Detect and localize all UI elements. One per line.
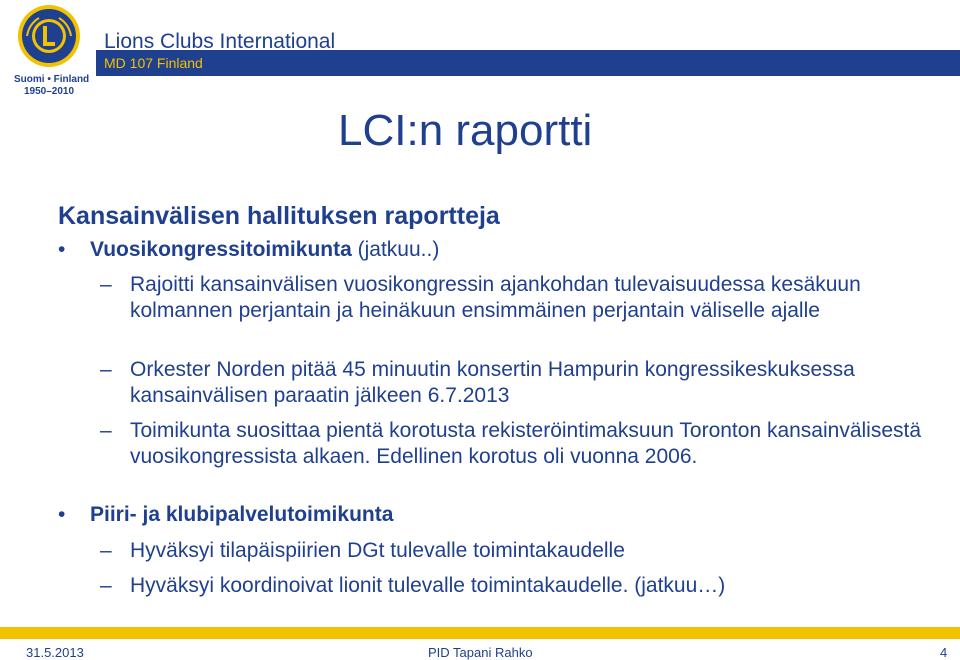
sub-item-text: Hyväksyi tilapäispiirien DGt tulevalle toimintakaudelle: [130, 539, 625, 562]
logo-country: Suomi • Finland: [14, 74, 90, 85]
bullet-dot-icon: •: [58, 503, 66, 526]
dash-icon: –: [100, 539, 112, 562]
section-heading: Kansainvälisen hallituksen raportteja: [58, 202, 500, 230]
sub-item-text: Rajoitti kansainvälisen vuosikongressin ajankohdan tulevaisuudessa kesäkuun kolmannen perjantain ja heinäkuun ensimmäinen perjantain väliselle ajalle: [130, 273, 861, 322]
brand-subtitle: MD 107 Finland: [104, 55, 203, 71]
bullet-text: [90, 238, 439, 262]
footer-date: 31.5.2013: [26, 645, 84, 660]
bullet-dot-icon: •: [58, 238, 66, 261]
lions-emblem-icon: [17, 4, 81, 68]
dash-icon: –: [100, 273, 112, 296]
dash-icon: –: [100, 574, 112, 597]
footer-bar: [0, 627, 960, 639]
sub-item-text: Toimikunta suosittaa pientä korotusta rekisteröintimaksuun Toronton kansainvälisestä vuosikongressista alkaen. Edellinen korotus oli vuonna 2006.: [130, 419, 922, 468]
bullet-rest: (jatkuu..): [351, 238, 440, 261]
logo-years: 1950–2010: [23, 86, 75, 97]
bullet-text: [90, 503, 393, 527]
dash-icon: –: [100, 419, 112, 442]
brand-title: Lions Clubs International: [104, 30, 336, 53]
sub-item-text: Hyväksyi koordinoivat lionit tulevalle toimintakaudelle. (jatkuu…): [130, 574, 726, 597]
bullet-bold: Vuosikongressitoimikunta: [90, 238, 352, 261]
page-number: 4: [940, 645, 948, 660]
bullet-bold: Piiri- ja klubipalvelutoimikunta: [90, 503, 394, 526]
slide-title: LCI:n raportti: [338, 106, 593, 155]
dash-icon: –: [100, 358, 112, 381]
sub-item-text: Orkester Norden pitää 45 minuutin konsertin Hampurin kongressikeskuksessa kansainvälisen paraatin jälkeen 6.7.2013: [130, 358, 855, 407]
lions-logo: [14, 4, 90, 97]
footer-presenter: PID Tapani Rahko: [428, 645, 533, 660]
